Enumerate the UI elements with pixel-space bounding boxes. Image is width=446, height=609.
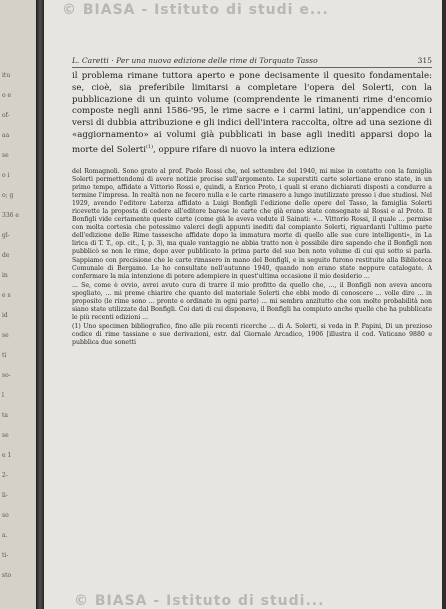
prev-page-fragment: o; g [2,192,14,199]
prev-page-fragment: id [2,312,8,319]
prev-page-fragment: of- [2,112,10,119]
running-head-title: L. Caretti · Per una nuova edizione delle rime di Torquato Tasso [72,56,318,65]
prev-page-fragment: 336 e [2,212,19,219]
prev-page-fragment: se [2,432,9,439]
prev-page-fragment: aa [2,132,10,139]
prev-page-fragment: itu [2,72,11,79]
main-paragraph: il problema rimane tuttora aperto e pone decisamente il quesito fondamentale: se, cioè, sia preferibile limitarsi a completare l'opera del Solerti, con la pubblicazione di un quinto volume (comprendente le rimanenti rime d'encomio composte negli anni 1586-'95, le rime sacre e i carmi latini, un'appendice con i versi di dubbia attribuzione e gli indici dell'intera raccolta, oltre ad una sezione di «aggiornamento» ai volumi già pubblicati in base agli inediti apparsi dopo la morte del Solerti [72,71,432,155]
running-head [72,56,432,65]
prev-page-fragment: se [2,332,9,339]
previous-page-strip [0,0,36,609]
prev-page-fragment: ti- [2,552,9,559]
prev-page-fragment: ti [2,352,7,359]
prev-page-fragment: gl- [2,232,10,239]
prev-page-fragment: l [2,392,4,399]
prev-page-fragment: li- [2,492,8,499]
footnote-reference: (1) [145,143,154,150]
footnote-paragraph-3: (1) Uno specimen bibliografico, fino alle più recenti ricerche ... di A. Solerti, si veda in P. Papini, Di un prezioso codice di rime tassiane e sue derivazioni, estr. dal Giornale Arcadico, 1906 [illustra il cod. Vaticano 9880 e pubblica due sonetti [72,322,432,346]
main-paragraph-end: , oppure rifare di nuovo la intera edizione [153,144,336,155]
prev-page-fragment: e 1 [2,452,12,459]
watermark-bottom: © BIASA - Istituto di studi... [74,593,325,609]
footnote-paragraph-1: del Romagnoli. Sono grato al prof. Paolo Rossi che, nel settembre del 1940, mi mise in contatto con la famiglia Solerti permettendomi di avere notizie precise sull'argomento. Le superstiti carte solertiane erano state, in un primo tempo, affidate a Vittorio Rossi e, quindi, a Enrico Proto, i quali si erano dichiarati disposti a condurre a termine l'impresa. In realtà non ne fecero nulla e le carte rimasero a lungo inutilizzate presso i due studiosi. Nel 1929, avendo l'editore Laterza affidato a Luigi Bonfigli l'edizione delle opere del Tasso, la famiglia Solerti ricevette la proposta di cedere all'editore barese le carte che già erano state consegnate al Rossi e al Proto. Il Bonfigli vide certamente queste carte (come già le aveva vedute il Sainati: «... Vittorio Rossi, il quale ... permise con molta cortesia che potessimo valerci degli appunti inediti dal compianto Solerti, riguardanti l'ultimo parte dell'edizione delle Rime tassesche affidate dopo la immatura morte di quello alle sue cure intelligenti», in La lirica di T. T., op. cit., I, p. 3), ma quale vantaggio ne abbia tratto non è possibile dire sapendo che il Bonfigli non pubblicò se non le rime, dopo aver pubblicato la prima parte del suo ben noto volume di cui qui sotto si parla. Sappiamo con precisione che le carte rimasero in mano del Bonfigli, e in seguito furono restituite alla Biblioteca Comunale di Bergamo. Le ho consultate nell'autunno 1940, quando non erano state neppure catalogate. A confermare la mia intenzione di potere adempiere in quest'ultima occasione il mio desiderio ... [72,168,432,280]
prev-page-fragment: 2- [2,472,8,479]
book-page [44,0,442,609]
prev-page-fragment: ta [2,412,8,419]
prev-page-fragment: e s [2,292,11,299]
book-gutter [36,0,44,609]
prev-page-fragment: sto [2,572,12,579]
watermark-top: © BIASA - Istituto di studi e... [62,2,329,18]
prev-page-fragment: so [2,512,9,519]
prev-page-fragment: de [2,252,10,259]
prev-page-fragment: in [2,272,8,279]
prev-page-fragment: a. [2,532,8,539]
page-number: 315 [417,56,432,65]
prev-page-fragment: se [2,152,9,159]
page-right-edge [442,0,446,609]
prev-page-fragment: so- [2,372,11,379]
footnote-paragraph-2: ... Se, come è ovvio, avrei avuto cura di trarre il mio profitto da quello che, ..., il Bonfigli non aveva ancora spogliato, ... mi preme chiarire che quanto del materiale Solerti che ebbi modo di conoscere ... volle dire ... in proposito (le rime sono ... pronte e ordinate in ogni parte) ... mi sembra anzitutto che con molte probabilità non siano state utilizzate dal Bonfigli. Coi dati di cui disponeva, il Bonfigli ha compiuto anche quelle che ha pubblicate le più recenti edizioni ... [72,281,432,321]
footnotes [72,168,432,347]
main-text [72,71,432,156]
prev-page-fragment: o e [2,92,12,99]
header-rule [72,67,432,68]
prev-page-fragment: o i [2,172,10,179]
